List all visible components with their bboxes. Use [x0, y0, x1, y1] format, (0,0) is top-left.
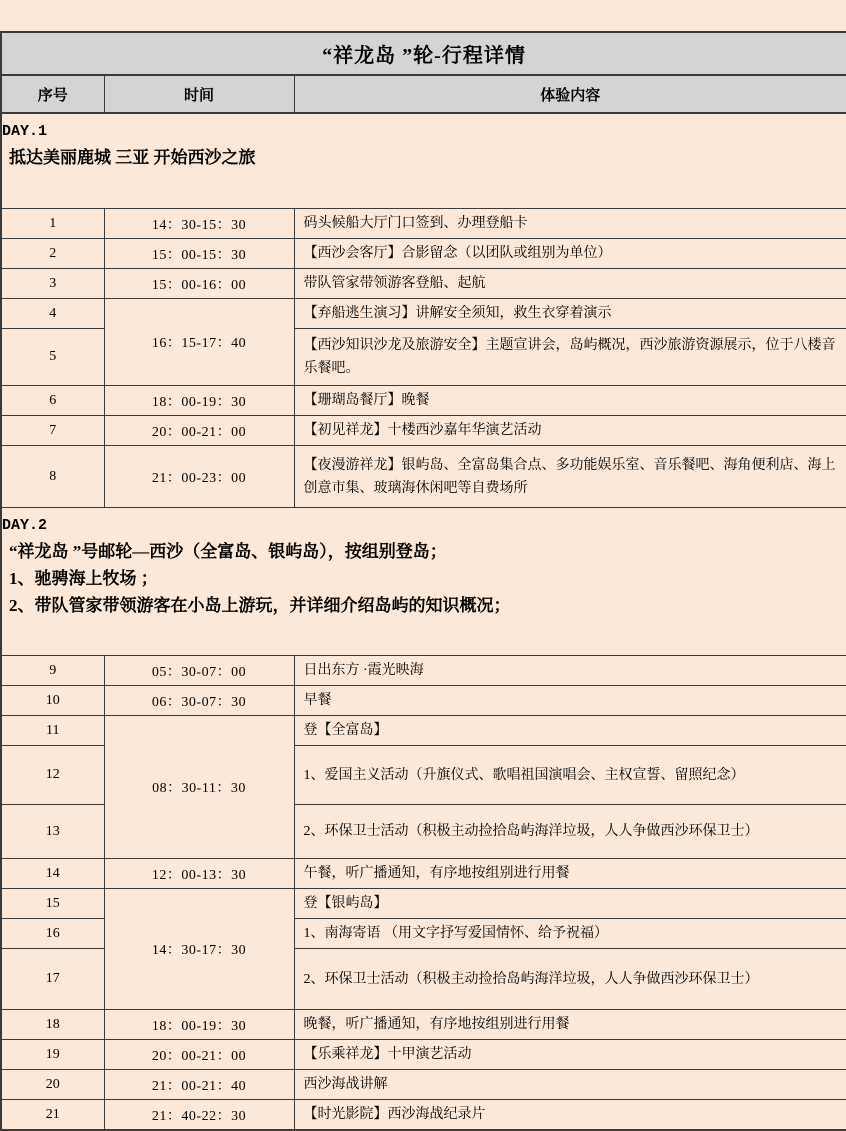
row-number-cell: 6 — [1, 386, 104, 416]
content-cell: 【时光影院】西沙海战纪录片 — [294, 1100, 846, 1131]
row-number-cell: 4 — [1, 299, 104, 329]
itinerary-row — [1, 859, 846, 889]
row-number-cell: 17 — [1, 949, 104, 1010]
row-number-cell: 13 — [1, 805, 104, 859]
itinerary-row — [1, 209, 846, 239]
column-header-content: 体验内容 — [294, 75, 846, 113]
itinerary-row — [1, 716, 846, 746]
itinerary-table — [0, 31, 846, 1131]
row-number-cell: 20 — [1, 1070, 104, 1100]
itinerary-row — [1, 446, 846, 508]
content-cell: 2、环保卫士活动（积极主动捡拾岛屿海洋垃圾，人人争做西沙环保卫士） — [294, 805, 846, 859]
itinerary-row — [1, 686, 846, 716]
content-cell: 日出东方 ·霞光映海 — [294, 656, 846, 686]
time-cell: 21：00-23：00 — [104, 446, 294, 508]
row-number-cell: 2 — [1, 239, 104, 269]
time-cell: 14：30-17：30 — [104, 889, 294, 1010]
day-subtitle: “祥龙岛 ”号邮轮—西沙（全富岛、银屿岛），按组别登岛； — [9, 542, 447, 561]
day-section-row — [1, 508, 846, 656]
column-header-time: 时间 — [104, 75, 294, 113]
day-subtitle: 1、驰骋海上牧场 ； — [9, 569, 158, 588]
row-number-cell: 10 — [1, 686, 104, 716]
time-cell: 16：15-17：40 — [104, 299, 294, 386]
content-cell: 码头候船大厅门口签到、办理登船卡 — [294, 209, 846, 239]
time-cell: 20：00-21：00 — [104, 416, 294, 446]
row-number-cell: 3 — [1, 269, 104, 299]
content-cell: 登【全富岛】 — [294, 716, 846, 746]
itinerary-row — [1, 299, 846, 329]
content-cell: 午餐，听广播通知，有序地按组别进行用餐 — [294, 859, 846, 889]
title-row — [1, 32, 846, 75]
row-number-cell: 5 — [1, 329, 104, 386]
row-number-cell: 8 — [1, 446, 104, 508]
time-cell: 15：00-15：30 — [104, 239, 294, 269]
column-header-row — [1, 75, 846, 113]
content-cell: 【珊瑚岛餐厅】晚餐 — [294, 386, 846, 416]
content-cell: 【夜漫游祥龙】银屿岛、全富岛集合点、多功能娱乐室、音乐餐吧、海角便利店、海上创意市集、玻璃海休闲吧等自费场所 — [294, 446, 846, 508]
time-cell: 21：40-22：30 — [104, 1100, 294, 1131]
content-cell: 西沙海战讲解 — [294, 1070, 846, 1100]
day-section-row — [1, 113, 846, 209]
content-cell: 带队管家带领游客登船、起航 — [294, 269, 846, 299]
row-number-cell: 1 — [1, 209, 104, 239]
content-cell: 早餐 — [294, 686, 846, 716]
day-subtitle: 抵达美丽鹿城 三亚 开始西沙之旅 — [9, 148, 256, 167]
content-cell: 【初见祥龙】十楼西沙嘉年华演艺活动 — [294, 416, 846, 446]
itinerary-row — [1, 1100, 846, 1131]
content-cell: 【乐乘祥龙】十甲演艺活动 — [294, 1040, 846, 1070]
itinerary-row — [1, 416, 846, 446]
itinerary-row — [1, 1040, 846, 1070]
day-label: DAY.1 — [2, 123, 48, 140]
time-cell: 20：00-21：00 — [104, 1040, 294, 1070]
day-section-header — [1, 508, 846, 656]
itinerary-row — [1, 1070, 846, 1100]
content-cell: 【西沙知识沙龙及旅游安全】主题宣讲会，岛屿概况，西沙旅游资源展示，位于八楼音乐餐吧。 — [294, 329, 846, 386]
itinerary-row — [1, 239, 846, 269]
time-cell: 15：00-16：00 — [104, 269, 294, 299]
row-number-cell: 21 — [1, 1100, 104, 1131]
time-cell: 05：30-07：00 — [104, 656, 294, 686]
time-cell: 14：30-15：30 — [104, 209, 294, 239]
page-title: “祥龙岛 ”轮-行程详情 — [1, 32, 846, 75]
itinerary-row — [1, 1010, 846, 1040]
row-number-cell: 9 — [1, 656, 104, 686]
content-cell: 【西沙会客厅】合影留念（以团队或组别为单位） — [294, 239, 846, 269]
itinerary-row — [1, 889, 846, 919]
time-cell: 06：30-07：30 — [104, 686, 294, 716]
row-number-cell: 7 — [1, 416, 104, 446]
row-number-cell: 14 — [1, 859, 104, 889]
content-cell: 1、爱国主义活动（升旗仪式、歌唱祖国演唱会、主权宣誓、留照纪念） — [294, 746, 846, 805]
day-subtitle: 2、带队管家带领游客在小岛上游玩，并详细介绍岛屿的知识概况； — [9, 596, 511, 615]
day-section-header — [1, 113, 846, 209]
itinerary-row — [1, 386, 846, 416]
itinerary-row — [1, 656, 846, 686]
row-number-cell: 12 — [1, 746, 104, 805]
column-header-no: 序号 — [1, 75, 104, 113]
content-cell: 1、南海寄语 （用文字抒写爱国情怀、给予祝福） — [294, 919, 846, 949]
day-label: DAY.2 — [2, 517, 48, 534]
row-number-cell: 18 — [1, 1010, 104, 1040]
content-cell: 2、环保卫士活动（积极主动捡拾岛屿海洋垃圾，人人争做西沙环保卫士） — [294, 949, 846, 1010]
row-number-cell: 19 — [1, 1040, 104, 1070]
row-number-cell: 16 — [1, 919, 104, 949]
content-cell: 登【银屿岛】 — [294, 889, 846, 919]
time-cell: 12：00-13：30 — [104, 859, 294, 889]
row-number-cell: 15 — [1, 889, 104, 919]
time-cell: 08：30-11：30 — [104, 716, 294, 859]
content-cell: 【弃船逃生演习】讲解安全须知，救生衣穿着演示 — [294, 299, 846, 329]
time-cell: 18：00-19：30 — [104, 386, 294, 416]
time-cell: 18：00-19：30 — [104, 1010, 294, 1040]
itinerary-row — [1, 269, 846, 299]
time-cell: 21：00-21：40 — [104, 1070, 294, 1100]
content-cell: 晚餐，听广播通知，有序地按组别进行用餐 — [294, 1010, 846, 1040]
row-number-cell: 11 — [1, 716, 104, 746]
